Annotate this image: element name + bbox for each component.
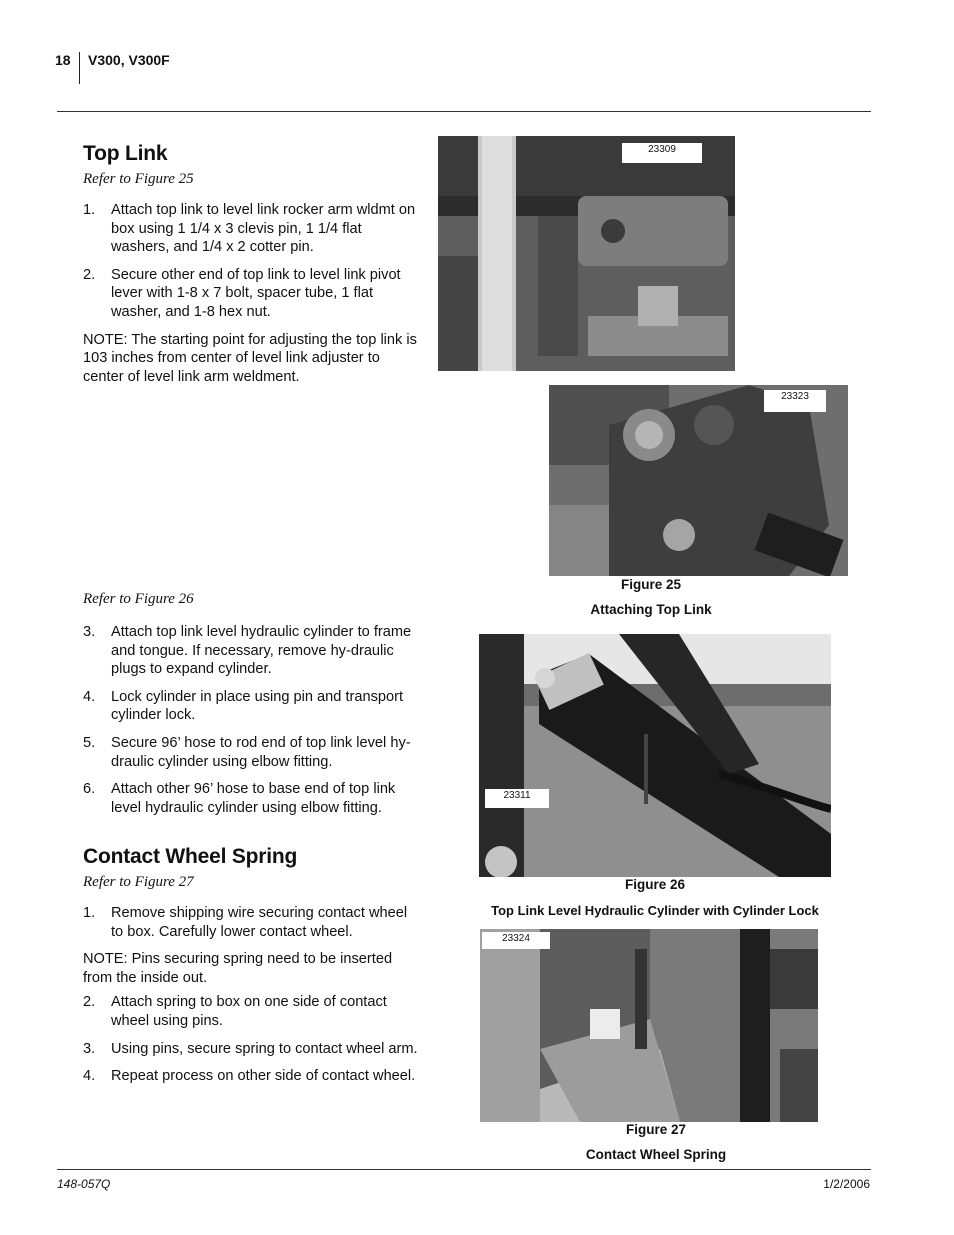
list-item — [83, 904, 423, 941]
step-number: 2. — [83, 994, 96, 1011]
step-number: 1. — [83, 905, 96, 921]
figure-26-label: Figure 26 — [624, 877, 686, 892]
hydraulic-cylinder-photo-illustration — [479, 634, 831, 877]
machinery-photo-illustration — [549, 385, 848, 576]
top-link-cylinder-section — [83, 591, 423, 826]
list-item — [83, 623, 423, 679]
top-link-steps-a — [83, 201, 423, 322]
step-number: 3. — [83, 1040, 96, 1057]
step-text: Remove shipping wire securing contact wheel to box. Carefully lower contact wheel. — [111, 905, 408, 940]
contact-wheel-spring-photo-illustration — [480, 929, 818, 1122]
machinery-photo-illustration — [438, 136, 735, 371]
contact-wheel-ref-fig27: Refer to Figure 27 — [83, 874, 194, 890]
top-link-note: NOTE: The starting point for adjusting the top link is 103 inches from center of level link adjuster to center of level link arm weldment. — [83, 331, 417, 385]
list-item — [83, 688, 423, 725]
step-number: 6. — [83, 781, 96, 798]
top-link-ref-fig25: Refer to Figure 25 — [83, 171, 194, 187]
step-number: 1. — [83, 202, 96, 218]
header-divider — [79, 52, 80, 84]
photo-id-tag: 23324 — [482, 932, 550, 949]
list-item — [83, 734, 423, 771]
step-text: Repeat process on other side of contact wheel. — [111, 1068, 416, 1085]
footer-rule — [57, 1169, 871, 1170]
doc-number: 148-057Q — [57, 1177, 111, 1191]
page-number: 18 — [55, 52, 71, 68]
list-item — [83, 1040, 423, 1059]
step-text: Attach top link level hydraulic cylinder to frame and tongue. If necessary, remove hy-draulic plugs to expand cylinder. — [111, 624, 412, 678]
doc-date: 1/2/2006 — [823, 1177, 870, 1191]
figure-25-photo-top — [438, 136, 735, 371]
top-link-ref-fig26: Refer to Figure 26 — [83, 591, 194, 607]
top-link-steps-b — [83, 623, 423, 817]
list-item — [83, 780, 423, 817]
step-number: 4. — [83, 688, 96, 705]
header-model-title: V300, V300F — [88, 52, 170, 68]
photo-id-tag: 23311 — [485, 789, 549, 808]
step-text: Attach spring to box on one side of contact wheel using pins. — [111, 994, 387, 1029]
contact-wheel-section — [83, 845, 423, 1095]
figure-27-caption: Contact Wheel Spring — [585, 1147, 727, 1162]
figure-25-caption: Attaching Top Link — [590, 602, 712, 617]
step-number: 5. — [83, 734, 96, 751]
photo-id-tag: 23309 — [622, 143, 702, 163]
step-number: 2. — [83, 266, 96, 283]
contact-wheel-steps-b — [83, 993, 423, 1085]
figure-25-photo-bottom — [549, 385, 848, 576]
step-text: Lock cylinder in place using pin and transport cylinder lock. — [111, 688, 404, 724]
figure-27-label: Figure 27 — [625, 1122, 687, 1137]
top-link-section — [83, 142, 423, 394]
header-rule — [57, 111, 871, 112]
step-text: Secure other end of top link to level link pivot lever with 1-8 x 7 bolt, spacer tube, 1 flat washer, and 1-8 hex nut. — [111, 266, 401, 320]
figure-25-label: Figure 25 — [620, 577, 682, 592]
list-item — [83, 993, 423, 1030]
contact-wheel-steps-a — [83, 904, 423, 941]
step-text: Using pins, secure spring to contact wheel arm. — [111, 1040, 418, 1057]
step-text: Secure 96’ hose to rod end of top link level hy-draulic cylinder using elbow fitting. — [111, 734, 411, 770]
contact-wheel-note: NOTE: Pins securing spring need to be inserted from the inside out. — [83, 951, 393, 986]
step-number: 4. — [83, 1068, 96, 1085]
figure-27-photo — [480, 929, 818, 1122]
figure-26-photo — [479, 634, 831, 877]
figure-26-caption: Top Link Level Hydraulic Cylinder with Cylinder Lock — [491, 903, 819, 918]
photo-id-tag: 23323 — [764, 390, 826, 412]
list-item — [83, 201, 423, 257]
step-number: 3. — [83, 624, 96, 640]
list-item — [83, 266, 423, 322]
top-link-heading: Top Link — [83, 142, 168, 165]
contact-wheel-heading: Contact Wheel Spring — [83, 845, 298, 868]
step-text: Attach other 96’ hose to base end of top link level hydraulic cylinder using elbow fitting. — [111, 781, 396, 816]
step-text: Attach top link to level link rocker arm wldmt on box using 1 1/4 x 3 clevis pin, 1 1/4 flat washers, and 1/4 x 2 cotter pin. — [111, 202, 416, 256]
list-item — [83, 1067, 423, 1086]
